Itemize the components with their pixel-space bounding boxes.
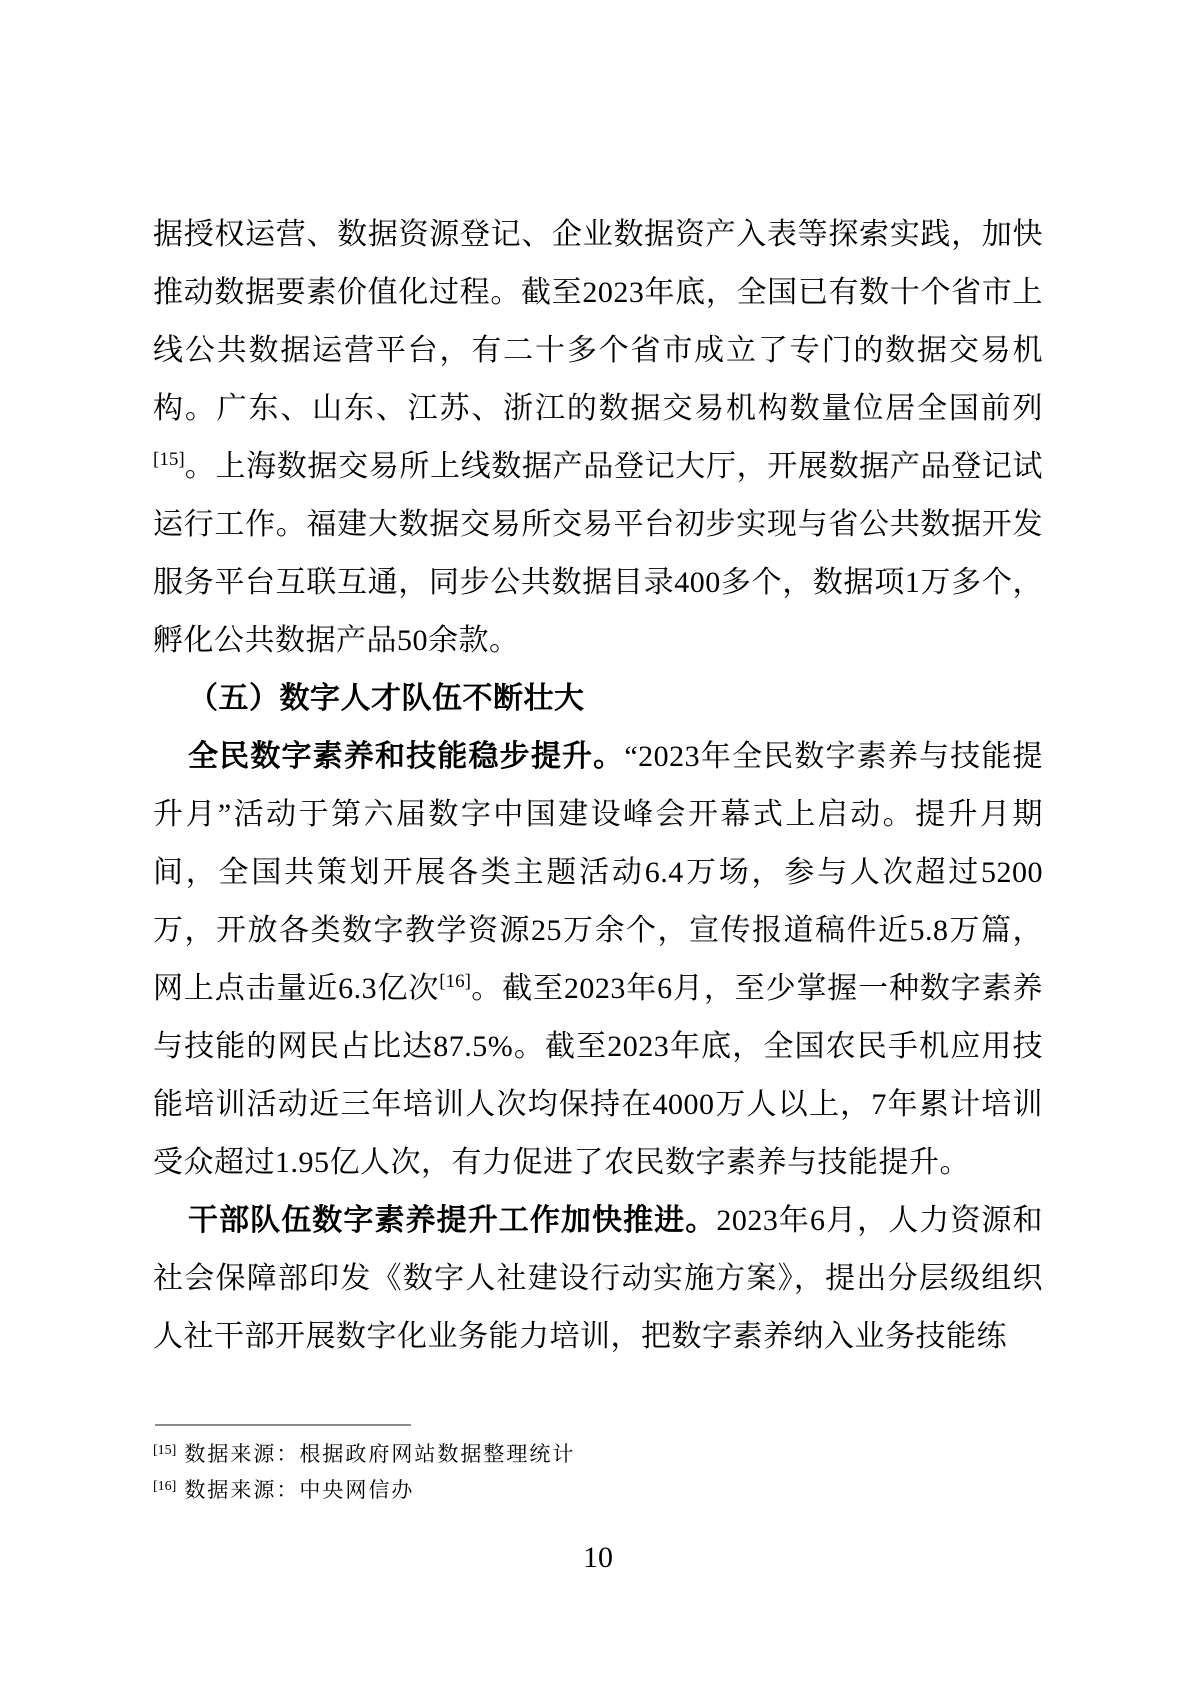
paragraph-1-text-b: 。上海数据交易所上线数据产品登记大厅，开展数据产品登记试运行工作。福建大数据交易所交易平台初步实现与省公共数据开发服务平台互联互通，同步公共数据目录400多个，数据项1万多个，孵化公共数据产品50余款。 (153, 450, 1043, 657)
paragraph-3-lead: 干部队伍数字素养提升工作加快推进。 (188, 1204, 717, 1237)
footnote-15-marker: [15] (153, 1443, 177, 1458)
footnote-ref-15: [15] (153, 449, 185, 470)
footnote-15 (153, 1436, 1043, 1472)
footnote-separator-line (155, 1424, 411, 1426)
paragraph-2-lead: 全民数字素养和技能稳步提升。 (188, 740, 625, 773)
paragraph-2-text-b: 。截至2023年6月，至少掌握一种数字素养与技能的网民占比达87.5%。截至2023年底，全国农民手机应用技能培训活动近三年培训人次均保持在4000万人以上，7年累计培训受众超过1.95亿人次，有力促进了农民数字素养与技能提升。 (153, 972, 1043, 1179)
body-paragraph-2 (153, 728, 1043, 1192)
paragraph-2-text-a: “2023年全民数字素养与技能提升月”活动于第六届数字中国建设峰会开幕式上启动。提升月期间，全国共策划开展各类主题活动6.4万场，参与人次超过5200万，开放各类数字教学资源25万余个，宣传报道稿件近5.8万篇，网上点击量近6.3亿次 (153, 740, 1043, 1005)
body-paragraph-1 (153, 206, 1043, 670)
paragraph-3-text: 2023年6月，人力资源和社会保障部印发《数字人社建设行动实施方案》，提出分层级组织人社干部开展数字化业务能力培训，把数字素养纳入业务技能练 (153, 1204, 1044, 1353)
footnote-15-text: 数据来源：根据政府网站数据整理统计 (184, 1442, 576, 1466)
document-body (153, 206, 1043, 1366)
page-number: 10 (583, 1541, 613, 1574)
section-heading-5: （五）数字人才队伍不断壮大 (188, 682, 585, 715)
body-paragraph-3 (153, 1192, 1043, 1366)
paragraph-1-text-a: 据授权运营、数据资源登记、企业数据资产入表等探索实践，加快推动数据要素价值化过程。截至2023年底，全国已有数十个省市上线公共数据运营平台，有二十多个省市成立了专门的数据交易机构。广东、山东、江苏、浙江的数据交易机构数量位居全国前列 (153, 218, 1043, 425)
footnote-16 (153, 1472, 1043, 1508)
footnote-ref-16: [16] (439, 971, 471, 992)
footnote-area (153, 1424, 1043, 1508)
footnote-16-text: 数据来源：中央网信办 (184, 1478, 415, 1502)
footnote-16-marker: [16] (153, 1479, 177, 1494)
